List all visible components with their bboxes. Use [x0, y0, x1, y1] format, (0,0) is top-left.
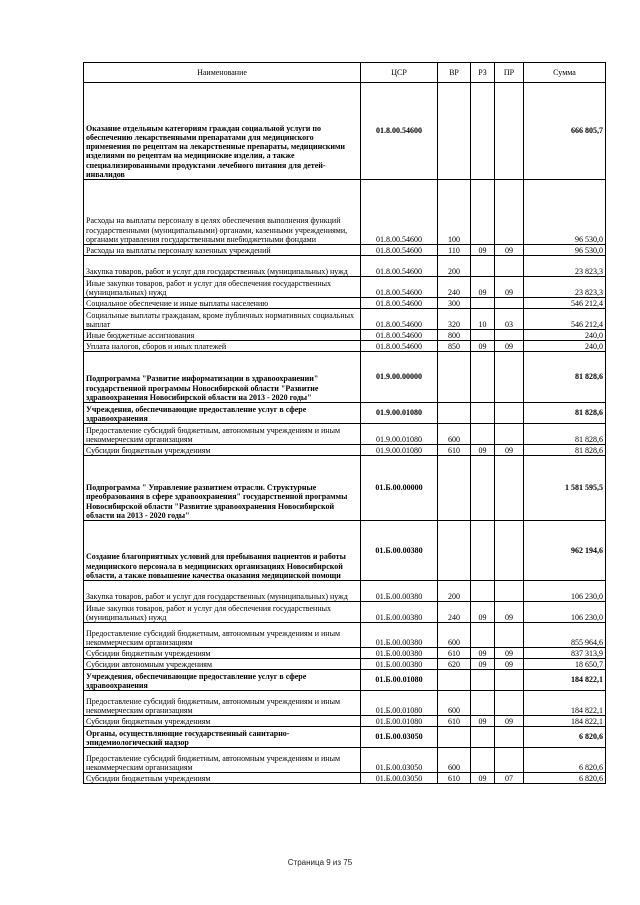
cell-vr: 610 [438, 648, 471, 659]
cell-sum: 6 820,6 [524, 773, 606, 784]
cell-sum: 546 212,4 [524, 309, 606, 330]
cell-sum: 240,0 [524, 341, 606, 352]
cell-csr: 01.8.00.54600 [361, 277, 438, 298]
cell-pr: 09 [495, 659, 524, 670]
cell-sum: 666 805,7 [524, 83, 606, 180]
cell-csr: 01.Б.00.00380 [361, 623, 438, 648]
cell-name: Уплата налогов, сборов и иных платежей [84, 341, 361, 352]
cell-sum: 23 823,3 [524, 256, 606, 277]
cell-sum: 962 194,6 [524, 521, 606, 581]
cell-vr [438, 352, 471, 403]
table-row [84, 330, 606, 341]
cell-vr [438, 403, 471, 424]
cell-pr [495, 521, 524, 581]
cell-rz: 09 [471, 648, 495, 659]
cell-pr: 09 [495, 648, 524, 659]
cell-vr: 600 [438, 424, 471, 445]
cell-csr: 01.8.00.54600 [361, 298, 438, 309]
cell-csr: 01.9.00.00000 [361, 352, 438, 403]
header-rz: РЗ [471, 63, 495, 83]
cell-vr: 600 [438, 691, 471, 716]
cell-csr: 01.8.00.54600 [361, 83, 438, 180]
cell-csr: 01.Б.00.03050 [361, 727, 438, 748]
table-row [84, 659, 606, 670]
cell-sum: 184 822,1 [524, 716, 606, 727]
cell-vr: 600 [438, 623, 471, 648]
cell-pr [495, 298, 524, 309]
cell-name: Социальное обеспечение и иные выплаты населению [84, 298, 361, 309]
cell-rz [471, 456, 495, 521]
cell-rz: 09 [471, 602, 495, 623]
cell-csr: 01.Б.00.00380 [361, 581, 438, 602]
cell-csr: 01.Б.00.01080 [361, 670, 438, 691]
cell-name: Иные бюджетные ассигнования [84, 330, 361, 341]
cell-sum: 1 581 595,5 [524, 456, 606, 521]
table-row [84, 403, 606, 424]
table-row [84, 180, 606, 245]
cell-vr: 200 [438, 581, 471, 602]
cell-rz [471, 670, 495, 691]
table-row [84, 748, 606, 773]
cell-sum: 184 822,1 [524, 691, 606, 716]
cell-csr: 01.8.00.54600 [361, 309, 438, 330]
cell-pr: 09 [495, 341, 524, 352]
table-row [84, 83, 606, 180]
cell-vr: 610 [438, 445, 471, 456]
table-header-row [84, 63, 606, 83]
cell-vr: 240 [438, 277, 471, 298]
cell-vr [438, 83, 471, 180]
cell-csr: 01.Б.00.03050 [361, 773, 438, 784]
cell-name: Создание благоприятных условий для пребывания пациентов и работы медицинского персонала в медицинских организациях Новосибирской области, а также повышение качества оказания медицинской помощи [84, 521, 361, 581]
cell-pr [495, 352, 524, 403]
table-row [84, 424, 606, 445]
table-row [84, 445, 606, 456]
cell-name: Оказание отдельным категориям граждан социальной услуги по обеспечению лекарственными препаратами для медицинского применения по рецептам на лекарственные препараты, медицинскими изделиями по рецептам на медицинские изделия, а также специализированными продуктами лечебного питания для детей-инвалидов [84, 83, 361, 180]
cell-pr [495, 403, 524, 424]
table-row [84, 341, 606, 352]
cell-name: Учреждения, обеспечивающие предоставление услуг в сфере здравоохранения [84, 403, 361, 424]
cell-pr [495, 424, 524, 445]
cell-csr: 01.Б.00.01080 [361, 691, 438, 716]
cell-csr: 01.9.00.01080 [361, 403, 438, 424]
page-footer: Страница 9 из 75 [287, 858, 353, 867]
cell-sum: 6 820,6 [524, 727, 606, 748]
table-row [84, 623, 606, 648]
cell-name: Расходы на выплаты персоналу в целях обеспечения выполнения функций государственными (муниципальными) органами, казенными учреждениями, органами управления государственными внебюджетными фондами [84, 180, 361, 245]
cell-name: Подпрограмма "Развитие информатизации в здравоохранении" государственной программы Новосибирской области "Развитие здравоохранения Новосибирской области на 2013 - 2020 годы" [84, 352, 361, 403]
table-row [84, 277, 606, 298]
cell-rz: 09 [471, 716, 495, 727]
cell-pr: 09 [495, 445, 524, 456]
cell-sum: 96 530,0 [524, 180, 606, 245]
cell-pr [495, 581, 524, 602]
cell-csr: 01.8.00.54600 [361, 256, 438, 277]
table-row [84, 602, 606, 623]
cell-name: Органы, осуществляющие государственный санитарно-эпидемиологический надзор [84, 727, 361, 748]
table-row [84, 727, 606, 748]
table-row [84, 256, 606, 277]
cell-sum: 81 828,6 [524, 403, 606, 424]
cell-pr [495, 330, 524, 341]
cell-rz [471, 352, 495, 403]
cell-sum: 18 650,7 [524, 659, 606, 670]
cell-vr: 200 [438, 256, 471, 277]
cell-rz [471, 691, 495, 716]
cell-name: Социальные выплаты гражданам, кроме публичных нормативных социальных выплат [84, 309, 361, 330]
cell-vr: 300 [438, 298, 471, 309]
cell-name: Закупка товаров, работ и услуг для государственных (муниципальных) нужд [84, 256, 361, 277]
cell-csr: 01.Б.00.03050 [361, 748, 438, 773]
cell-sum: 546 212,4 [524, 298, 606, 309]
cell-rz [471, 256, 495, 277]
cell-name: Субсидии автономным учреждениям [84, 659, 361, 670]
cell-pr: 09 [495, 277, 524, 298]
cell-csr: 01.Б.00.00000 [361, 456, 438, 521]
table-row [84, 245, 606, 256]
cell-pr [495, 180, 524, 245]
cell-name: Субсидии бюджетным учреждениям [84, 445, 361, 456]
cell-csr: 01.8.00.54600 [361, 180, 438, 245]
cell-vr [438, 727, 471, 748]
cell-csr: 01.Б.00.00380 [361, 602, 438, 623]
cell-pr [495, 623, 524, 648]
cell-rz: 10 [471, 309, 495, 330]
table-row [84, 352, 606, 403]
cell-name: Предоставление субсидий бюджетным, автономным учреждениям и иным некоммерческим организациям [84, 691, 361, 716]
cell-name: Учреждения, обеспечивающие предоставление услуг в сфере здравоохранения [84, 670, 361, 691]
cell-sum: 855 964,6 [524, 623, 606, 648]
cell-name: Иные закупки товаров, работ и услуг для обеспечения государственных (муниципальных) нужд [84, 277, 361, 298]
cell-csr: 01.Б.00.00380 [361, 648, 438, 659]
table-row [84, 716, 606, 727]
cell-rz [471, 521, 495, 581]
cell-vr [438, 456, 471, 521]
cell-name: Иные закупки товаров, работ и услуг для обеспечения государственных (муниципальных) нужд [84, 602, 361, 623]
cell-sum: 106 230,0 [524, 602, 606, 623]
table-row [84, 773, 606, 784]
cell-pr: 07 [495, 773, 524, 784]
cell-rz [471, 83, 495, 180]
cell-rz [471, 298, 495, 309]
cell-rz [471, 581, 495, 602]
cell-sum: 96 530,0 [524, 245, 606, 256]
cell-name: Предоставление субсидий бюджетным, автономным учреждениям и иным некоммерческим организациям [84, 748, 361, 773]
cell-vr: 600 [438, 748, 471, 773]
cell-name: Предоставление субсидий бюджетным, автономным учреждениям и иным некоммерческим организациям [84, 424, 361, 445]
table-row [84, 670, 606, 691]
cell-sum: 837 313,9 [524, 648, 606, 659]
header-csr: ЦСР [361, 63, 438, 83]
table-row [84, 298, 606, 309]
cell-rz [471, 403, 495, 424]
cell-vr: 110 [438, 245, 471, 256]
table-row [84, 309, 606, 330]
table-row [84, 456, 606, 521]
cell-vr: 320 [438, 309, 471, 330]
cell-pr [495, 256, 524, 277]
cell-vr: 240 [438, 602, 471, 623]
table-row [84, 581, 606, 602]
cell-pr: 09 [495, 602, 524, 623]
cell-rz [471, 727, 495, 748]
header-sum: Сумма [524, 63, 606, 83]
cell-vr: 100 [438, 180, 471, 245]
cell-name: Расходы на выплаты персоналу казенных учреждений [84, 245, 361, 256]
table-row [84, 521, 606, 581]
cell-rz [471, 748, 495, 773]
cell-sum: 81 828,6 [524, 424, 606, 445]
cell-sum: 184 822,1 [524, 670, 606, 691]
cell-rz: 09 [471, 773, 495, 784]
table-row [84, 648, 606, 659]
cell-vr: 850 [438, 341, 471, 352]
cell-name: Субсидии бюджетным учреждениям [84, 716, 361, 727]
cell-rz [471, 623, 495, 648]
cell-vr: 610 [438, 716, 471, 727]
table-row [84, 691, 606, 716]
cell-name: Предоставление субсидий бюджетным, автономным учреждениям и иным некоммерческим организациям [84, 623, 361, 648]
cell-vr: 800 [438, 330, 471, 341]
cell-vr: 620 [438, 659, 471, 670]
cell-rz: 09 [471, 341, 495, 352]
cell-csr: 01.9.00.01080 [361, 445, 438, 456]
cell-pr [495, 727, 524, 748]
cell-name: Субсидии бюджетным учреждениям [84, 648, 361, 659]
cell-pr [495, 748, 524, 773]
header-vr: ВР [438, 63, 471, 83]
cell-pr [495, 670, 524, 691]
cell-rz [471, 424, 495, 445]
cell-sum: 240,0 [524, 330, 606, 341]
cell-sum: 81 828,6 [524, 352, 606, 403]
cell-pr [495, 83, 524, 180]
cell-rz: 09 [471, 277, 495, 298]
cell-rz: 09 [471, 445, 495, 456]
cell-pr [495, 691, 524, 716]
header-pr: ПР [495, 63, 524, 83]
cell-csr: 01.8.00.54600 [361, 330, 438, 341]
cell-pr: 03 [495, 309, 524, 330]
cell-vr [438, 521, 471, 581]
cell-pr: 09 [495, 245, 524, 256]
cell-rz: 09 [471, 659, 495, 670]
cell-name: Закупка товаров, работ и услуг для государственных (муниципальных) нужд [84, 581, 361, 602]
cell-csr: 01.9.00.01080 [361, 424, 438, 445]
cell-vr [438, 670, 471, 691]
header-name: Наименование [84, 63, 361, 83]
cell-rz [471, 330, 495, 341]
cell-rz [471, 180, 495, 245]
cell-csr: 01.Б.00.00380 [361, 521, 438, 581]
cell-csr: 01.8.00.54600 [361, 341, 438, 352]
cell-pr [495, 456, 524, 521]
cell-rz: 09 [471, 245, 495, 256]
cell-pr: 09 [495, 716, 524, 727]
cell-csr: 01.Б.00.01080 [361, 716, 438, 727]
cell-sum: 81 828,6 [524, 445, 606, 456]
cell-sum: 106 230,0 [524, 581, 606, 602]
cell-name: Субсидии бюджетным учреждениям [84, 773, 361, 784]
cell-csr: 01.8.00.54600 [361, 245, 438, 256]
cell-vr: 610 [438, 773, 471, 784]
cell-sum: 6 820,6 [524, 748, 606, 773]
cell-name: Подпрограмма " Управление развитием отрасли. Структурные преобразования в сфере здравоохранения" государственной программы Новосибирской области "Развитие здравоохранения Новосибирской области на 2013 - 2020 годы" [84, 456, 361, 521]
budget-table [83, 62, 606, 784]
cell-sum: 23 823,3 [524, 277, 606, 298]
cell-csr: 01.Б.00.00380 [361, 659, 438, 670]
